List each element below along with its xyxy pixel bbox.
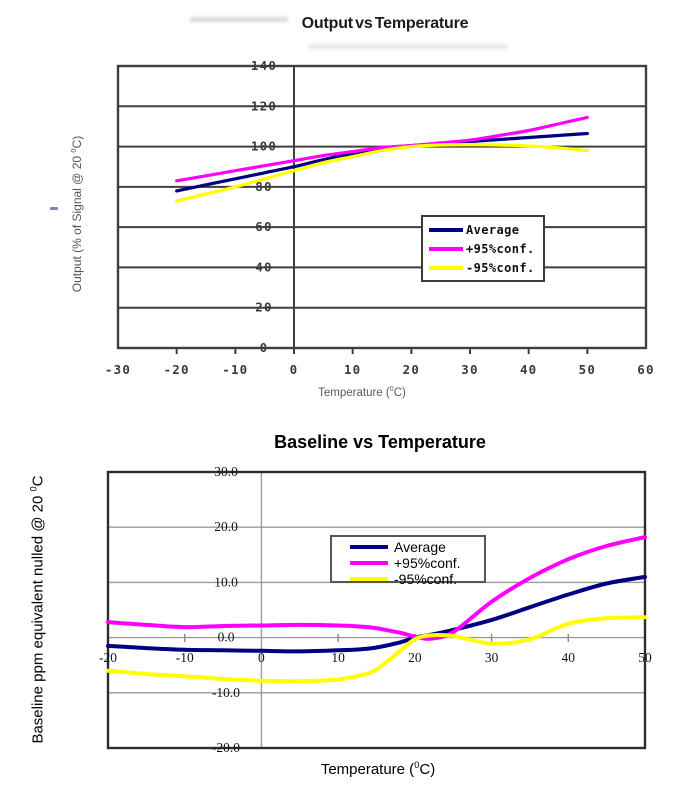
- y-tick-label: 120: [250, 98, 278, 114]
- chart1-title: Output vs Temperature: [301, 15, 469, 32]
- plot-border: [108, 472, 645, 748]
- x-tick-label: 30: [484, 650, 499, 665]
- y-tick-label: 0: [259, 340, 269, 355]
- legend-item: [350, 571, 482, 587]
- legend-label: -95%conf.: [394, 571, 458, 587]
- superscript-zero: 0: [28, 486, 39, 492]
- legend-item: [350, 539, 482, 555]
- legend-label: -95%conf.: [466, 260, 535, 275]
- y-tick-label: 140: [250, 58, 278, 73]
- y-tick-label: 40: [255, 259, 273, 275]
- stray-dash-artifact: [50, 207, 58, 210]
- x-tick-label: 40: [561, 650, 576, 665]
- y-tick-label: 20.0: [214, 519, 238, 535]
- x-tick-label: 10: [331, 650, 345, 665]
- y-tick-label: 20: [255, 299, 273, 315]
- legend-swatch: [350, 545, 388, 549]
- y-tick-label: 60: [255, 219, 273, 235]
- chart2-x-axis-label: [321, 761, 435, 778]
- y-tick-label: 100: [250, 138, 278, 154]
- legend-label: +95%conf.: [394, 555, 461, 571]
- axis-label-text: C): [70, 135, 84, 149]
- chart2-plot: [99, 464, 652, 755]
- superscript-zero: 0: [69, 148, 78, 153]
- x-tick-label: -10: [222, 362, 249, 377]
- x-tick-label: -20: [99, 650, 117, 665]
- y-tick-label: -20.0: [211, 740, 241, 755]
- legend-label: Average: [466, 222, 520, 237]
- y-tick-label: 30.0: [214, 464, 238, 479]
- chart2-legend: [330, 535, 486, 587]
- x-tick-label: 50: [638, 650, 652, 665]
- series-line-average: [108, 577, 645, 652]
- axis-label-text: Output (% of Signal @ 20: [70, 152, 84, 293]
- y-tick-label: 10.0: [214, 574, 238, 590]
- x-tick-label: -30: [104, 362, 132, 377]
- axis-label-text: C): [393, 387, 406, 399]
- x-tick-label: 10: [343, 362, 362, 377]
- legend-item: [429, 242, 541, 256]
- legend-item: [429, 261, 541, 275]
- x-tick-label: 20: [402, 362, 421, 377]
- legend-swatch: [350, 561, 388, 565]
- legend-label: Average: [394, 539, 446, 555]
- x-tick-label: 30: [461, 362, 479, 377]
- chart1-x-axis-label: [318, 387, 406, 399]
- legend-swatch: [429, 266, 463, 270]
- x-tick-label: 40: [519, 362, 538, 377]
- legend-swatch: [429, 247, 463, 251]
- x-tick-label: 50: [578, 362, 597, 377]
- legend-swatch: [350, 577, 388, 581]
- legend-item: [429, 223, 541, 237]
- y-tick-label: 0.0: [217, 629, 235, 645]
- y-tick-label: 80: [255, 178, 273, 194]
- plot-border: [118, 66, 646, 348]
- x-tick-label: 60: [637, 362, 655, 377]
- chart2-y-axis-label: [30, 445, 47, 775]
- superscript-zero: 0: [414, 760, 420, 770]
- chart1-y-axis-label: [70, 104, 84, 324]
- axis-label-text: Temperature (: [318, 387, 390, 399]
- chart1-plot: [105, 58, 655, 377]
- axis-label-text: C): [419, 761, 436, 778]
- axis-label-text: Temperature (: [320, 761, 415, 778]
- x-tick-label: 20: [408, 650, 422, 665]
- axis-label-text: C: [29, 475, 47, 487]
- x-tick-label: -10: [175, 650, 194, 665]
- x-tick-label: 0: [289, 362, 299, 377]
- series-line-95-conf: [177, 145, 588, 201]
- legend-label: +95%conf.: [466, 241, 535, 256]
- chart2-title: Baseline vs Temperature: [274, 432, 486, 452]
- legend-item: [350, 555, 482, 571]
- legend-swatch: [429, 228, 463, 232]
- x-tick-label: -20: [163, 362, 190, 377]
- y-tick-label: -10.0: [211, 684, 241, 700]
- superscript-zero: 0: [389, 385, 394, 394]
- x-tick-label: 0: [258, 650, 265, 665]
- axis-label-text: Baseline ppm equivalent nulled @ 20: [29, 491, 47, 744]
- chart1-legend: [421, 215, 545, 282]
- series-line-average: [177, 134, 588, 191]
